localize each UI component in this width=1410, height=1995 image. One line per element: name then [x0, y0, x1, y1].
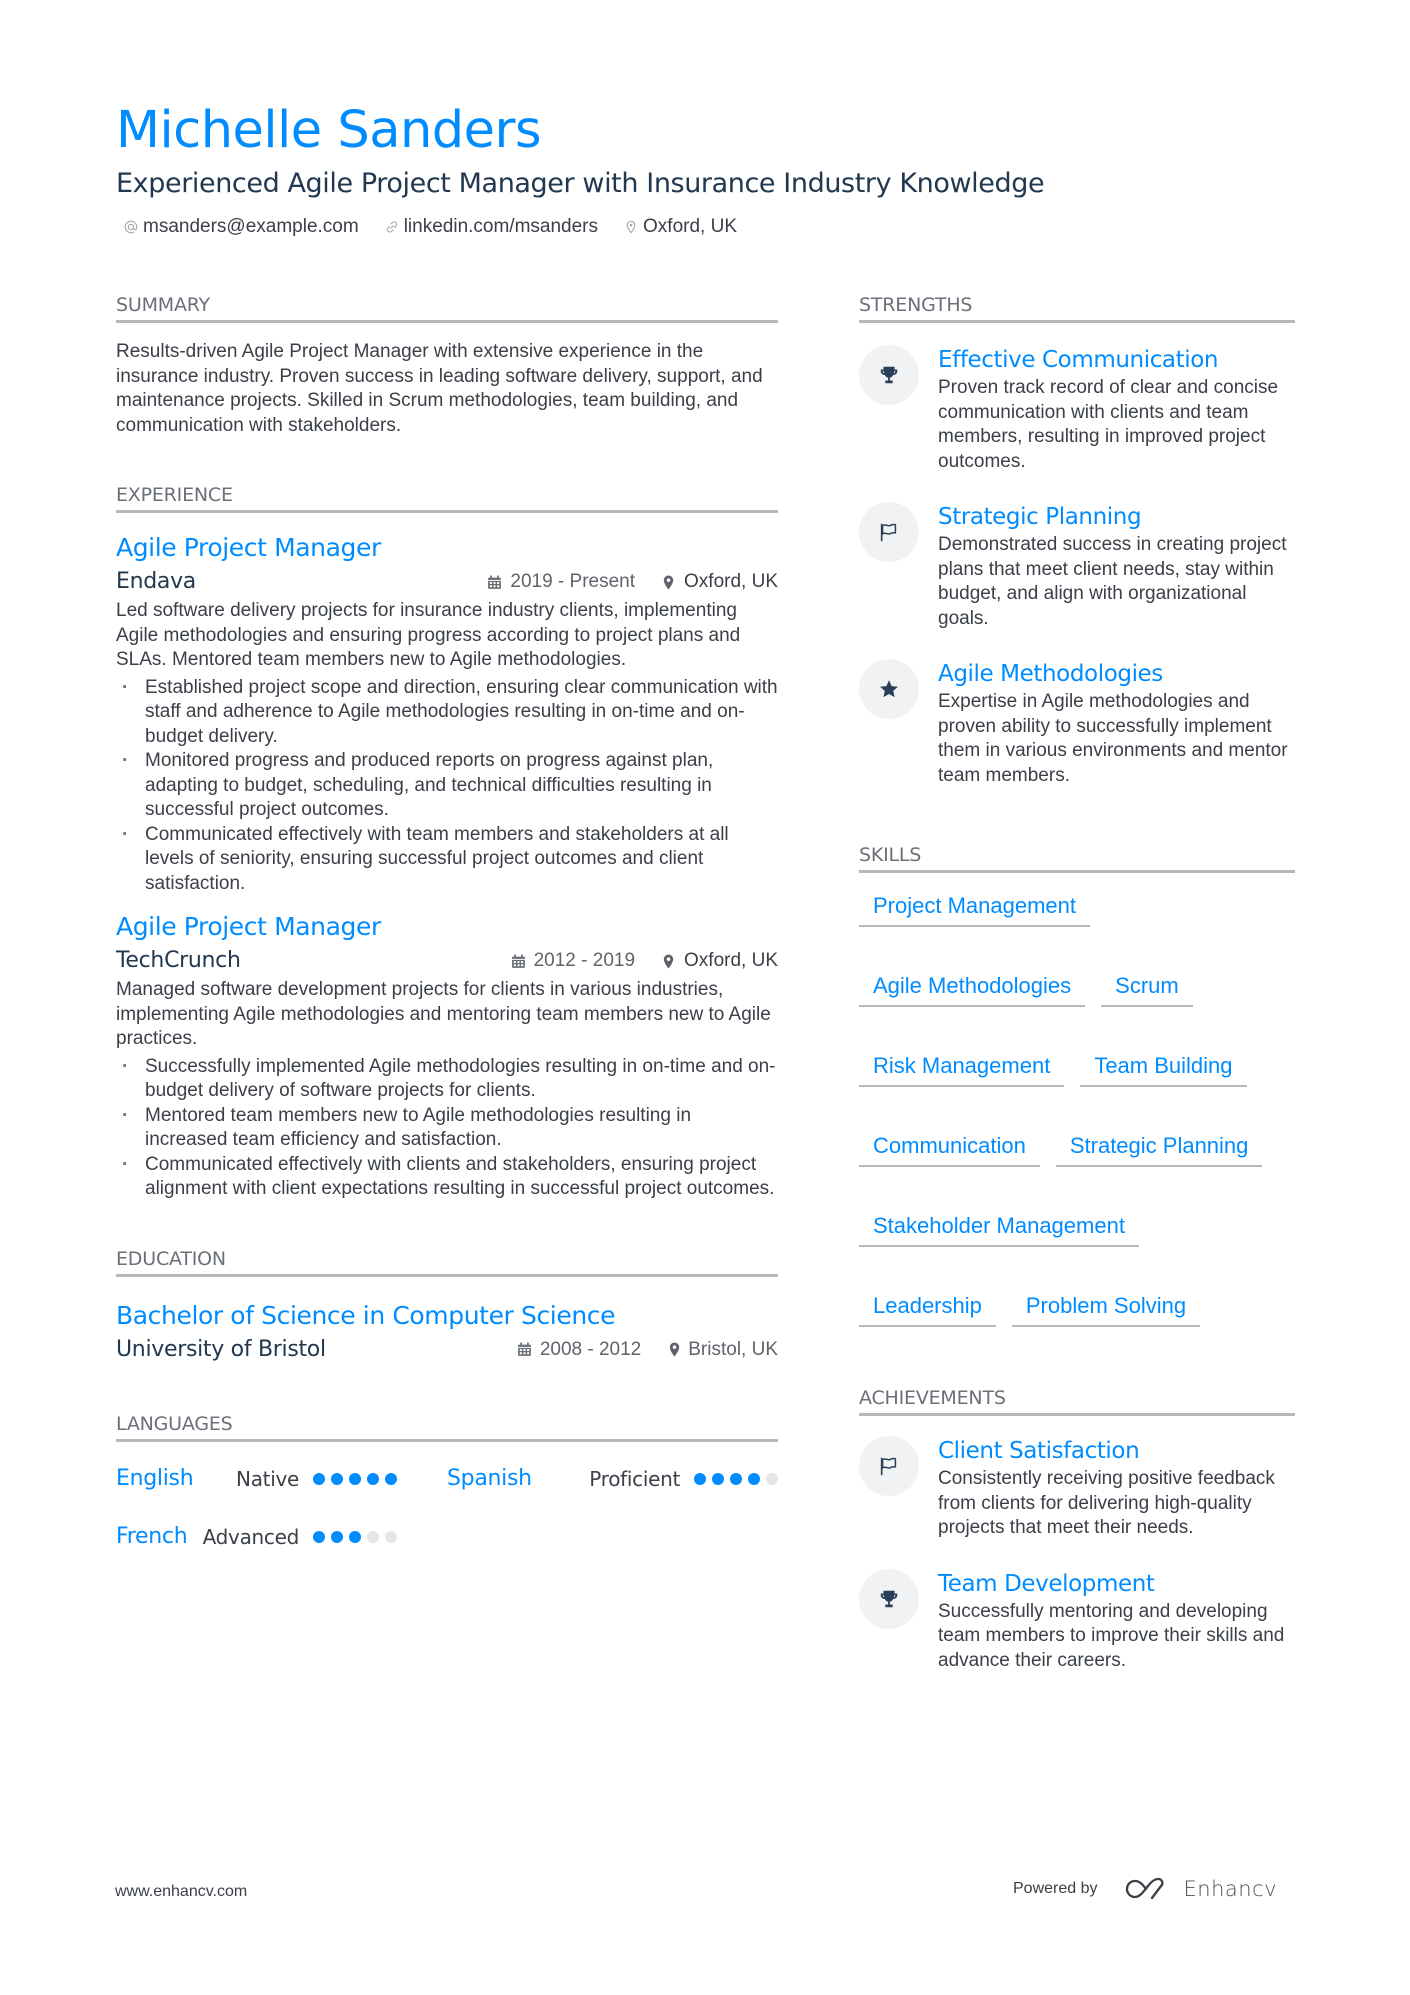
job-description: Led software delivery projects for insurance industry clients, implementing Agile methodologies and ensuring progress according to project plans and SLAs. Mentored team members new to Agile methodologies. [116, 600, 741, 670]
candidate-name: Michelle Sanders [116, 101, 542, 160]
language-list [116, 1464, 778, 1552]
rating-dot-filled [313, 1531, 325, 1543]
trophy-icon [878, 1588, 900, 1610]
skill-tag: Strategic Planning [1056, 1131, 1263, 1167]
job-bullet: · Communicated effectively with team members and stakeholders at all levels of seniority, ensuring successful project outcomes and client satisfaction. [116, 823, 778, 897]
achievement-title: Client Satisfaction [938, 1438, 1140, 1464]
achievement-item [859, 1569, 1295, 1674]
map-pin-icon [667, 1342, 682, 1357]
achievement-title: Team Development [938, 1570, 1155, 1597]
education-location [667, 1339, 778, 1361]
language-name: English [116, 1466, 194, 1491]
achievement-description: Consistently receiving positive feedback from clients for delivering high-quality projects that meet their needs. [938, 1468, 1275, 1538]
experience-entry [116, 910, 778, 1202]
school-name: University of Bristol [116, 1336, 326, 1362]
rating-dot-filled [730, 1473, 742, 1485]
flag-icon [878, 521, 900, 543]
language-level: Proficient [589, 1466, 680, 1491]
rating-dot-filled [331, 1473, 343, 1485]
skill-tag: Project Management [859, 891, 1090, 927]
skill-tag: Leadership [859, 1291, 996, 1327]
section-heading-strengths: STRENGTHS [859, 292, 1295, 323]
contact-email[interactable] [124, 216, 359, 238]
rating-dot-filled [694, 1473, 706, 1485]
rating-dot-filled [748, 1473, 760, 1485]
skills-list [859, 891, 1295, 1327]
language-name: French [116, 1524, 188, 1549]
strength-title: Effective Communication [938, 347, 1219, 373]
language-item [116, 1464, 447, 1494]
contact-list [116, 216, 1296, 238]
link-icon [385, 220, 399, 234]
enhancv-logo[interactable] [1124, 1876, 1278, 1902]
job-dates-text: 2019 - Present [510, 571, 636, 592]
rating-dot-filled [349, 1473, 361, 1485]
job-dates-text: 2012 - 2019 [533, 950, 636, 971]
skill-tag: Risk Management [859, 1051, 1064, 1087]
strengths-section [859, 292, 1295, 788]
section-heading-education: EDUCATION [116, 1246, 778, 1277]
job-location-text: Oxford, UK [684, 571, 778, 592]
language-name: Spanish [447, 1466, 532, 1491]
enhancv-logo-icon [1124, 1876, 1170, 1902]
job-location [661, 950, 778, 972]
skill-tag: Agile Methodologies [859, 971, 1085, 1007]
languages-section [116, 1411, 778, 1552]
job-location-text: Oxford, UK [684, 950, 778, 971]
skill-tag: Scrum [1101, 971, 1193, 1007]
language-level: Native [236, 1466, 299, 1491]
candidate-title: Experienced Agile Project Manager with Insurance Industry Knowledge [116, 168, 1045, 199]
contact-linkedin-text: linkedin.com/msanders [403, 216, 599, 237]
language-rating [694, 1473, 778, 1485]
job-bullets [116, 1055, 778, 1202]
contact-email-text: msanders@example.com [143, 216, 359, 237]
brand-name: Enhancv [1183, 1877, 1278, 1901]
job-bullets [116, 676, 778, 897]
summary-text: Results-driven Agile Project Manager with extensive experience in the insurance industry. Proven success in leading software delivery, support, and maintenance projects. Skilled in Scrum methodologies, team building, and communication with stakeholders. [116, 341, 763, 436]
company-name: TechCrunch [116, 948, 241, 973]
section-heading-experience: EXPERIENCE [116, 482, 778, 513]
job-meta [116, 567, 778, 597]
left-column [116, 292, 778, 1552]
contact-location [624, 216, 737, 238]
job-title: Agile Project Manager [116, 533, 381, 562]
company-name: Endava [116, 569, 196, 594]
footer-website-link[interactable]: www.enhancv.com [115, 1883, 248, 1900]
strength-title: Strategic Planning [938, 504, 1142, 530]
rating-dot-empty [385, 1531, 397, 1543]
achievement-item [859, 1436, 1295, 1541]
star-icon [878, 678, 900, 700]
trophy-icon [878, 364, 900, 386]
job-bullet: · Communicated effectively with clients and stakeholders, ensuring project alignment with client expectations resulting in successful project outcomes. [116, 1153, 778, 1202]
rating-dot-filled [385, 1473, 397, 1485]
strength-description: Proven track record of clear and concise communication with clients and team members, resulting in improved project outcomes. [938, 377, 1279, 472]
experience-entry [116, 531, 778, 896]
section-heading-skills: SKILLS [859, 842, 1295, 873]
skill-tag: Team Building [1080, 1051, 1246, 1087]
rating-dot-empty [367, 1531, 379, 1543]
rating-dot-filled [313, 1473, 325, 1485]
strength-item [859, 345, 1295, 474]
experience-section [116, 482, 778, 1202]
section-heading-achievements: ACHIEVEMENTS [859, 1385, 1295, 1416]
language-item [447, 1464, 778, 1494]
strength-description: Expertise in Agile methodologies and proven ability to successfully implement them in various environments and mentor team members. [938, 691, 1288, 786]
education-section [116, 1246, 778, 1365]
job-dates [511, 950, 635, 972]
job-bullet: · Mentored team members new to Agile methodologies resulting in increased team efficiency and satisfaction. [116, 1104, 778, 1153]
skills-section [859, 842, 1295, 1327]
footer-branding [1013, 1876, 1277, 1902]
calendar-icon [487, 575, 502, 590]
rating-dot-filled [331, 1531, 343, 1543]
summary-section [116, 292, 778, 438]
rating-dot-filled [349, 1531, 361, 1543]
job-title: Agile Project Manager [116, 912, 381, 941]
job-bullet: · Established project scope and direction, ensuring clear communication with staff and adherence to Agile methodologies resulting in on-time and on-budget delivery. [116, 676, 778, 750]
job-meta [116, 946, 778, 976]
strength-title: Agile Methodologies [938, 661, 1163, 687]
education-entry [116, 1299, 778, 1365]
rating-dot-filled [367, 1473, 379, 1485]
job-location [661, 571, 778, 593]
strength-item [859, 659, 1295, 788]
location-icon [624, 220, 638, 234]
powered-by-label: Powered by [1013, 1880, 1098, 1897]
calendar-icon [517, 1342, 532, 1357]
resume-header [116, 100, 1296, 238]
degree-title: Bachelor of Science in Computer Science [116, 1300, 616, 1330]
calendar-icon [511, 954, 526, 969]
language-rating [313, 1531, 397, 1543]
job-dates [487, 571, 635, 593]
section-heading-languages: LANGUAGES [116, 1411, 778, 1442]
rating-dot-filled [712, 1473, 724, 1485]
language-rating [313, 1473, 397, 1485]
job-description: Managed software development projects for clients in various industries, implementing Agile methodologies and mentoring team members new to Agile practices. [116, 979, 771, 1049]
at-icon [124, 220, 138, 234]
contact-linkedin[interactable] [385, 216, 598, 238]
achievement-description: Successfully mentoring and developing team members to improve their skills and advance their careers. [938, 1600, 1285, 1671]
job-bullet: · Monitored progress and produced reports on progress against plan, adapting to budget, scheduling, and technical difficulties resulting in successful project outcomes. [116, 749, 778, 823]
right-column [859, 292, 1295, 1673]
job-bullet: · Successfully implemented Agile methodologies resulting in on-time and on-budget delivery of software projects for clients. [116, 1055, 778, 1104]
achievements-section [859, 1385, 1295, 1673]
education-dates-text: 2008 - 2012 [539, 1338, 642, 1360]
flag-icon [878, 1455, 900, 1477]
contact-location-text: Oxford, UK [643, 216, 737, 237]
strength-description: Demonstrated success in creating project plans that meet client needs, stay within budget, and align with organizational goals. [938, 534, 1287, 629]
section-heading-summary: SUMMARY [116, 292, 778, 323]
skill-tag: Stakeholder Management [859, 1211, 1139, 1247]
language-level: Advanced [202, 1524, 299, 1549]
map-pin-icon [661, 954, 676, 969]
strength-item [859, 502, 1295, 631]
education-location-text: Bristol, UK [688, 1338, 778, 1360]
skill-tag: Problem Solving [1012, 1291, 1200, 1327]
skill-tag: Communication [859, 1131, 1040, 1167]
rating-dot-empty [766, 1473, 778, 1485]
language-item [116, 1522, 447, 1552]
map-pin-icon [661, 575, 676, 590]
education-dates [517, 1339, 641, 1361]
